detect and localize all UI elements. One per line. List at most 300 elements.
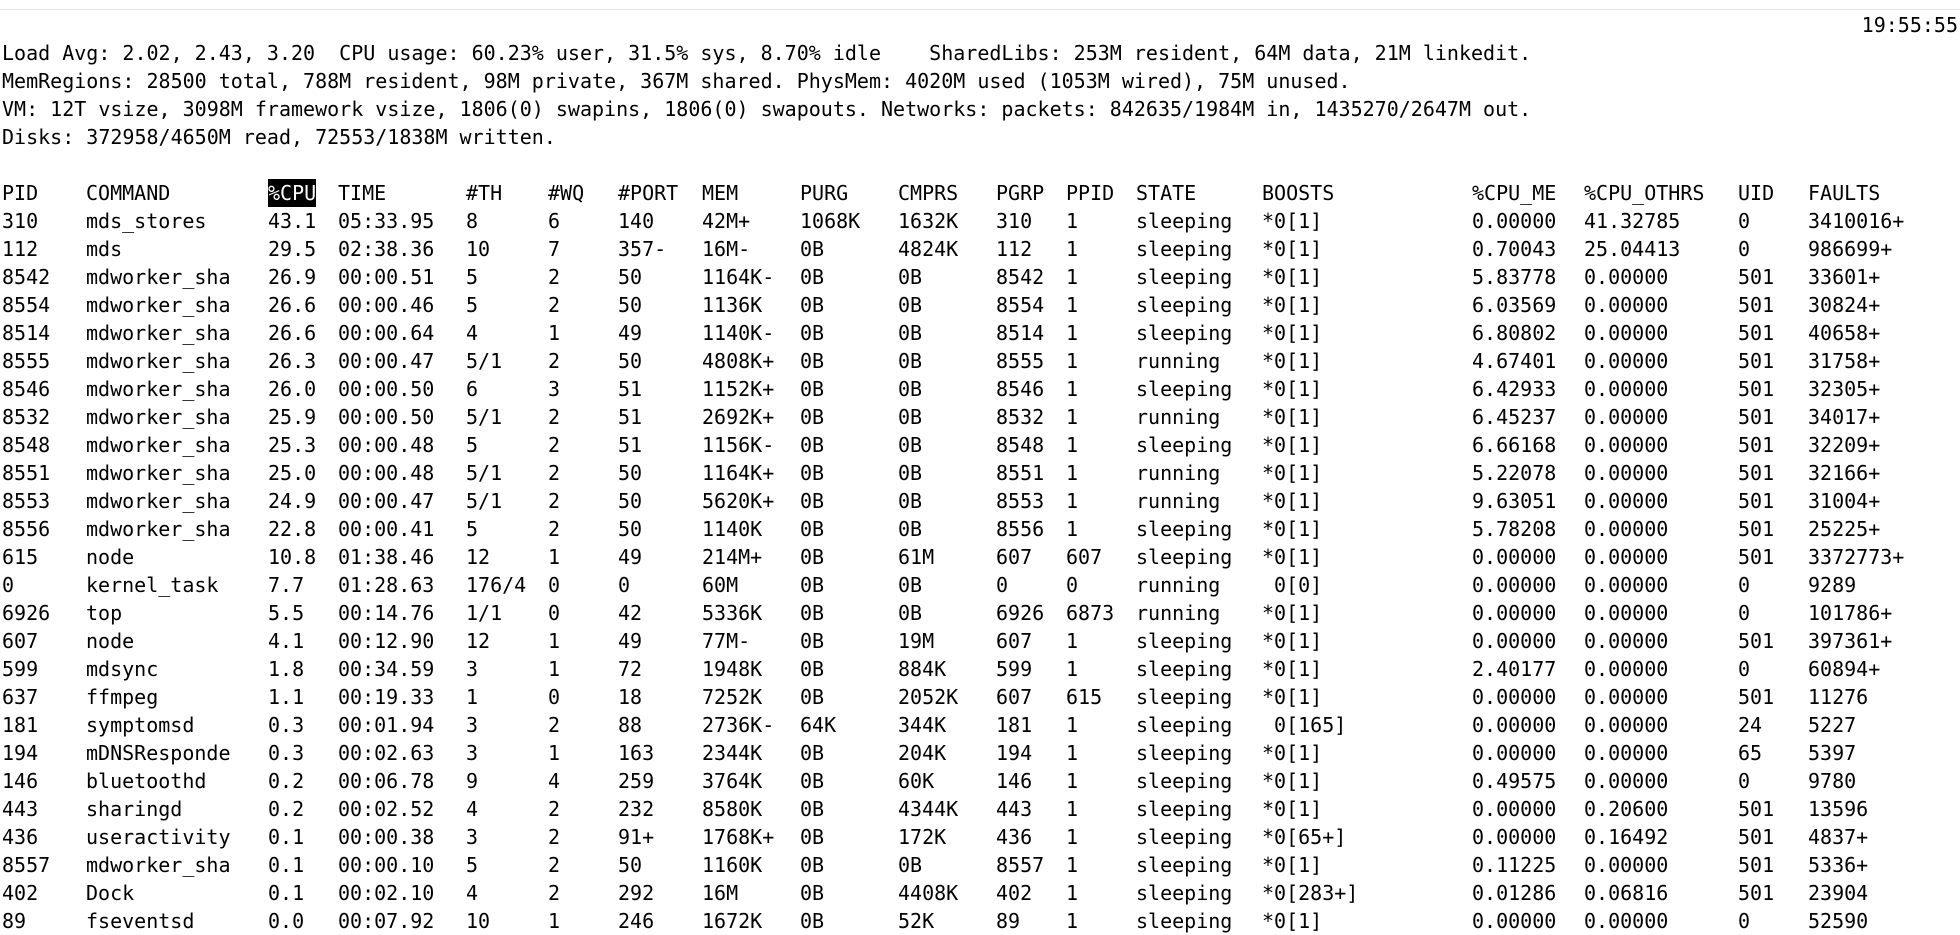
cell-time: 00:00.41	[338, 517, 435, 541]
cell-workqueue: 0	[548, 601, 561, 625]
cell-cpu-me: 0.11225	[1472, 853, 1557, 877]
cell-pgrp: 8553	[996, 489, 1045, 513]
cell-mem: 1152K+	[702, 377, 775, 401]
cell-cpu-others: 0.00000	[1584, 657, 1669, 681]
cell-purg: 0B	[800, 545, 825, 569]
cell-time: 00:01.94	[338, 713, 435, 737]
cell-workqueue: 1	[548, 321, 561, 345]
cell-uid: 501	[1738, 517, 1775, 541]
cell-mem: 1156K-	[702, 433, 775, 457]
cell-time: 01:38.46	[338, 545, 435, 569]
cell-command: useractivity	[86, 825, 231, 849]
cell-pgrp: 8548	[996, 433, 1045, 457]
cell-cpu: 0.3	[268, 741, 305, 765]
cell-ports: 50	[618, 461, 643, 485]
cell-pid: 310	[2, 209, 39, 233]
cell-faults: 32166+	[1808, 461, 1881, 485]
cell-faults: 3372773+	[1808, 545, 1905, 569]
cell-pgrp: 194	[996, 741, 1033, 765]
cell-cpu: 26.6	[268, 293, 317, 317]
cell-purg: 0B	[800, 881, 825, 905]
cell-time: 00:00.48	[338, 461, 435, 485]
cell-cpu-others: 0.00000	[1584, 489, 1669, 513]
cell-cpu-others: 0.00000	[1584, 461, 1669, 485]
cell-faults: 397361+	[1808, 629, 1893, 653]
header-pid: PID	[2, 181, 39, 205]
cell-threads: 5	[466, 293, 479, 317]
cell-cpu-me: 0.00000	[1472, 909, 1557, 933]
cell-cpu-others: 0.00000	[1584, 909, 1669, 933]
cell-time: 00:19.33	[338, 685, 435, 709]
cell-boosts: *0[1]	[1262, 685, 1323, 709]
cell-pid: 89	[2, 909, 27, 933]
cell-pid: 146	[2, 769, 39, 793]
cell-uid: 501	[1738, 629, 1775, 653]
cell-threads: 12	[466, 545, 491, 569]
process-row	[2, 655, 1958, 683]
cell-ppid: 1	[1066, 349, 1079, 373]
cell-command: mdworker_sha	[86, 433, 231, 457]
cell-threads: 8	[466, 209, 479, 233]
cell-time: 05:33.95	[338, 209, 435, 233]
cell-faults: 13596	[1808, 797, 1869, 821]
cell-state: running	[1136, 461, 1221, 485]
cell-cpu-others: 0.00000	[1584, 545, 1669, 569]
cell-pid: 637	[2, 685, 39, 709]
cell-state: sleeping	[1136, 769, 1233, 793]
cell-boosts: *0[1]	[1262, 405, 1323, 429]
cell-uid: 501	[1738, 853, 1775, 877]
cell-cpu-others: 0.00000	[1584, 601, 1669, 625]
cell-purg: 0B	[800, 825, 825, 849]
cell-cpu: 26.9	[268, 265, 317, 289]
cell-uid: 0	[1738, 601, 1751, 625]
cell-ppid: 1	[1066, 433, 1079, 457]
cell-workqueue: 2	[548, 517, 561, 541]
cell-command: mdworker_sha	[86, 405, 231, 429]
cell-threads: 3	[466, 657, 479, 681]
cell-cpu-me: 9.63051	[1472, 489, 1557, 513]
cell-cpu-others: 0.00000	[1584, 517, 1669, 541]
cell-cmprs: 884K	[898, 657, 947, 681]
process-row	[2, 571, 1958, 599]
cell-ppid: 1	[1066, 265, 1079, 289]
cell-faults: 31004+	[1808, 489, 1881, 513]
process-row	[2, 739, 1958, 767]
cell-state: sleeping	[1136, 433, 1233, 457]
cell-pid: 8555	[2, 349, 51, 373]
cell-cpu: 5.5	[268, 601, 305, 625]
cell-command: mdworker_sha	[86, 265, 231, 289]
header-faults: FAULTS	[1808, 181, 1881, 205]
cell-workqueue: 2	[548, 881, 561, 905]
cell-command: mdworker_sha	[86, 321, 231, 345]
cell-cpu: 26.6	[268, 321, 317, 345]
cell-faults: 986699+	[1808, 237, 1893, 261]
cell-cpu: 26.0	[268, 377, 317, 401]
cell-cpu-others: 0.00000	[1584, 265, 1669, 289]
cell-boosts: *0[1]	[1262, 741, 1323, 765]
cell-pid: 615	[2, 545, 39, 569]
cell-faults: 9289	[1808, 573, 1857, 597]
cell-cpu-me: 6.42933	[1472, 377, 1557, 401]
cell-pid: 402	[2, 881, 39, 905]
cell-mem: 1164K+	[702, 461, 775, 485]
cell-command: mdworker_sha	[86, 377, 231, 401]
cell-cmprs: 2052K	[898, 685, 959, 709]
cell-cpu-others: 0.00000	[1584, 769, 1669, 793]
cell-cpu-me: 0.01286	[1472, 881, 1557, 905]
header-state: STATE	[1136, 181, 1197, 205]
cell-workqueue: 1	[548, 909, 561, 933]
cell-boosts: *0[1]	[1262, 209, 1323, 233]
header-cpu-me: %CPU_ME	[1472, 181, 1557, 205]
cell-uid: 501	[1738, 405, 1775, 429]
cell-time: 00:00.50	[338, 377, 435, 401]
cell-cpu-others: 0.06816	[1584, 881, 1669, 905]
cell-pid: 8551	[2, 461, 51, 485]
cell-pid: 8557	[2, 853, 51, 877]
cell-time: 00:14.76	[338, 601, 435, 625]
cell-time: 01:28.63	[338, 573, 435, 597]
cell-purg: 0B	[800, 853, 825, 877]
header-uid: UID	[1738, 181, 1775, 205]
cell-cpu-others: 0.00000	[1584, 713, 1669, 737]
cell-mem: 1140K-	[702, 321, 775, 345]
cell-state: running	[1136, 405, 1221, 429]
cell-pgrp: 607	[996, 545, 1033, 569]
cell-uid: 501	[1738, 489, 1775, 513]
cell-pgrp: 8546	[996, 377, 1045, 401]
cell-state: sleeping	[1136, 825, 1233, 849]
cell-ports: 357-	[618, 237, 667, 261]
cell-boosts: *0[1]	[1262, 433, 1323, 457]
terminal-output[interactable]	[2, 11, 1958, 935]
cell-cmprs: 0B	[898, 405, 923, 429]
cell-cpu: 0.1	[268, 825, 305, 849]
cell-cpu-me: 4.67401	[1472, 349, 1557, 373]
cell-faults: 3410016+	[1808, 209, 1905, 233]
header-mem: MEM	[702, 181, 739, 205]
process-row	[2, 459, 1958, 487]
cell-time: 00:02.10	[338, 881, 435, 905]
cell-cmprs: 52K	[898, 909, 935, 933]
cell-threads: 5/1	[466, 461, 503, 485]
cell-command: bluetoothd	[86, 769, 207, 793]
cell-state: sleeping	[1136, 713, 1233, 737]
header-cpu-sorted: %CPU	[268, 181, 317, 205]
cell-threads: 10	[466, 237, 491, 261]
summary-disks-line: Disks: 372958/4650M read, 72553/1838M written.	[2, 125, 556, 149]
cell-cpu-me: 6.66168	[1472, 433, 1557, 457]
cell-cpu-me: 0.00000	[1472, 685, 1557, 709]
cell-cpu: 0.0	[268, 909, 305, 933]
cell-ppid: 1	[1066, 321, 1079, 345]
cell-threads: 176/4	[466, 573, 527, 597]
cell-cmprs: 0B	[898, 517, 923, 541]
cell-faults: 33601+	[1808, 265, 1881, 289]
cell-faults: 9780	[1808, 769, 1857, 793]
cell-ppid: 615	[1066, 685, 1103, 709]
cell-ports: 51	[618, 433, 643, 457]
cell-state: running	[1136, 601, 1221, 625]
cell-ports: 88	[618, 713, 643, 737]
cell-boosts: *0[1]	[1262, 321, 1323, 345]
cell-workqueue: 1	[548, 657, 561, 681]
cell-cmprs: 0B	[898, 853, 923, 877]
cell-uid: 501	[1738, 293, 1775, 317]
cell-faults: 30824+	[1808, 293, 1881, 317]
cell-faults: 5336+	[1808, 853, 1869, 877]
cell-boosts: *0[1]	[1262, 461, 1323, 485]
cell-threads: 5/1	[466, 489, 503, 513]
cell-command: mdsync	[86, 657, 159, 681]
cell-threads: 5	[466, 265, 479, 289]
header-boosts: BOOSTS	[1262, 181, 1335, 205]
cell-time: 00:00.46	[338, 293, 435, 317]
cell-ppid: 1	[1066, 825, 1079, 849]
process-row	[2, 627, 1958, 655]
cell-threads: 4	[466, 881, 479, 905]
process-row	[2, 543, 1958, 571]
cell-purg: 0B	[800, 909, 825, 933]
cell-uid: 24	[1738, 713, 1763, 737]
cell-cpu: 0.2	[268, 797, 305, 821]
cell-command: node	[86, 545, 135, 569]
cell-pid: 8554	[2, 293, 51, 317]
cell-ports: 246	[618, 909, 655, 933]
cell-time: 00:00.10	[338, 853, 435, 877]
cell-ppid: 1	[1066, 881, 1079, 905]
cell-pgrp: 8542	[996, 265, 1045, 289]
cell-state: sleeping	[1136, 657, 1233, 681]
cell-ports: 49	[618, 629, 643, 653]
cell-ports: 51	[618, 405, 643, 429]
cell-mem: 2692K+	[702, 405, 775, 429]
cell-boosts: *0[1]	[1262, 265, 1323, 289]
cell-workqueue: 3	[548, 377, 561, 401]
cell-ppid: 1	[1066, 657, 1079, 681]
cell-workqueue: 2	[548, 349, 561, 373]
header-purg: PURG	[800, 181, 849, 205]
cell-workqueue: 0	[548, 573, 561, 597]
cell-boosts: *0[1]	[1262, 517, 1323, 541]
process-row	[2, 403, 1958, 431]
cell-purg: 0B	[800, 237, 825, 261]
cell-uid: 501	[1738, 685, 1775, 709]
cell-uid: 0	[1738, 237, 1751, 261]
cell-mem: 5620K+	[702, 489, 775, 513]
cell-mem: 1140K	[702, 517, 763, 541]
summary-load-line: Load Avg: 2.02, 2.43, 3.20 CPU usage: 60.23% user, 31.5% sys, 8.70% idle SharedLibs: 253M resident, 64M data, 21M linkedit.	[2, 41, 1532, 65]
cell-cpu-others: 0.00000	[1584, 853, 1669, 877]
cell-workqueue: 6	[548, 209, 561, 233]
cell-purg: 0B	[800, 685, 825, 709]
cell-uid: 0	[1738, 573, 1751, 597]
cell-pgrp: 607	[996, 685, 1033, 709]
cell-boosts: *0[1]	[1262, 797, 1323, 821]
cell-cmprs: 0B	[898, 433, 923, 457]
cell-pid: 8546	[2, 377, 51, 401]
cell-state: sleeping	[1136, 321, 1233, 345]
cell-cpu-others: 0.00000	[1584, 573, 1669, 597]
cell-state: running	[1136, 573, 1221, 597]
process-table-header	[2, 179, 1958, 207]
header-threads: #TH	[466, 181, 503, 205]
cell-uid: 501	[1738, 265, 1775, 289]
cell-command: ffmpeg	[86, 685, 159, 709]
cell-purg: 0B	[800, 741, 825, 765]
cell-faults: 23904	[1808, 881, 1869, 905]
cell-cpu-me: 0.00000	[1472, 601, 1557, 625]
cell-uid: 501	[1738, 461, 1775, 485]
window-top-edge	[0, 0, 1960, 10]
cell-pid: 8553	[2, 489, 51, 513]
cell-command: symptomsd	[86, 713, 195, 737]
cell-pgrp: 8532	[996, 405, 1045, 429]
cell-boosts: *0[1]	[1262, 629, 1323, 653]
cell-cmprs: 61M	[898, 545, 935, 569]
cell-ports: 51	[618, 377, 643, 401]
cell-command: mdworker_sha	[86, 517, 231, 541]
process-row	[2, 263, 1958, 291]
cell-purg: 0B	[800, 797, 825, 821]
cell-time: 00:00.38	[338, 825, 435, 849]
process-row	[2, 795, 1958, 823]
cell-pid: 8556	[2, 517, 51, 541]
cell-pgrp: 8556	[996, 517, 1045, 541]
cell-cmprs: 0B	[898, 293, 923, 317]
cell-pgrp: 0	[996, 573, 1009, 597]
cell-workqueue: 2	[548, 853, 561, 877]
cell-pid: 194	[2, 741, 39, 765]
cell-ppid: 1	[1066, 405, 1079, 429]
summary-memregions-line: MemRegions: 28500 total, 788M resident, 98M private, 367M shared. PhysMem: 4020M used (1053M wired), 75M unused.	[2, 69, 1351, 93]
cell-boosts: *0[1]	[1262, 657, 1323, 681]
cell-ppid: 1	[1066, 629, 1079, 653]
cell-ports: 50	[618, 489, 643, 513]
cell-cpu-me: 0.00000	[1472, 545, 1557, 569]
cell-command: mdworker_sha	[86, 349, 231, 373]
cell-cpu-me: 0.00000	[1472, 825, 1557, 849]
cell-pgrp: 146	[996, 769, 1033, 793]
cell-cpu: 26.3	[268, 349, 317, 373]
clock: 19:55:55	[1861, 13, 1958, 37]
cell-cpu-others: 0.00000	[1584, 741, 1669, 765]
process-row	[2, 487, 1958, 515]
cell-ports: 259	[618, 769, 655, 793]
cell-ports: 91+	[618, 825, 655, 849]
cell-cpu: 43.1	[268, 209, 317, 233]
cell-purg: 0B	[800, 433, 825, 457]
cell-threads: 4	[466, 321, 479, 345]
header-command: COMMAND	[86, 181, 171, 205]
cell-threads: 10	[466, 909, 491, 933]
cell-cpu-others: 0.00000	[1584, 349, 1669, 373]
cell-boosts: *0[1]	[1262, 545, 1323, 569]
header-ppid: PPID	[1066, 181, 1115, 205]
cell-purg: 64K	[800, 713, 837, 737]
cell-mem: 214M+	[702, 545, 763, 569]
cell-time: 00:02.63	[338, 741, 435, 765]
cell-ports: 232	[618, 797, 655, 821]
cell-boosts: *0[65+]	[1262, 825, 1347, 849]
cell-cpu: 25.9	[268, 405, 317, 429]
cell-cpu: 1.8	[268, 657, 305, 681]
cell-command: Dock	[86, 881, 135, 905]
cell-cpu: 4.1	[268, 629, 305, 653]
cell-workqueue: 2	[548, 713, 561, 737]
cell-cpu-others: 0.16492	[1584, 825, 1669, 849]
cell-time: 00:00.47	[338, 349, 435, 373]
cell-cpu-me: 0.00000	[1472, 797, 1557, 821]
cell-pgrp: 599	[996, 657, 1033, 681]
cell-ppid: 1	[1066, 237, 1079, 261]
cell-threads: 1	[466, 685, 479, 709]
cell-time: 00:07.92	[338, 909, 435, 933]
cell-workqueue: 7	[548, 237, 561, 261]
header-workqueue: #WQ	[548, 181, 585, 205]
cell-ppid: 1	[1066, 377, 1079, 401]
cell-purg: 0B	[800, 293, 825, 317]
cell-purg: 0B	[800, 461, 825, 485]
cell-state: sleeping	[1136, 545, 1233, 569]
process-row	[2, 823, 1958, 851]
cell-time: 00:00.47	[338, 489, 435, 513]
cell-cpu-others: 0.00000	[1584, 685, 1669, 709]
cell-pid: 8542	[2, 265, 51, 289]
cell-time: 00:00.48	[338, 433, 435, 457]
cell-boosts: 0[165]	[1262, 713, 1347, 737]
cell-uid: 65	[1738, 741, 1763, 765]
cell-ports: 140	[618, 209, 655, 233]
cell-mem: 60M	[702, 573, 739, 597]
cell-cpu: 7.7	[268, 573, 305, 597]
cell-pgrp: 181	[996, 713, 1033, 737]
process-row	[2, 851, 1958, 879]
cell-cpu-me: 0.00000	[1472, 741, 1557, 765]
cell-faults: 60894+	[1808, 657, 1881, 681]
cell-pgrp: 8551	[996, 461, 1045, 485]
cell-cmprs: 344K	[898, 713, 947, 737]
cell-boosts: *0[283+]	[1262, 881, 1359, 905]
cell-uid: 501	[1738, 881, 1775, 905]
cell-mem: 1768K+	[702, 825, 775, 849]
cell-threads: 3	[466, 741, 479, 765]
cell-cpu-me: 5.83778	[1472, 265, 1557, 289]
cell-pid: 8548	[2, 433, 51, 457]
cell-uid: 501	[1738, 825, 1775, 849]
cell-command: mdworker_sha	[86, 853, 231, 877]
cell-faults: 32209+	[1808, 433, 1881, 457]
cell-ppid: 1	[1066, 461, 1079, 485]
cell-state: running	[1136, 489, 1221, 513]
process-row	[2, 207, 1958, 235]
cell-pid: 112	[2, 237, 39, 261]
cell-mem: 1164K-	[702, 265, 775, 289]
cell-pid: 436	[2, 825, 39, 849]
cell-command: mdworker_sha	[86, 461, 231, 485]
process-row	[2, 599, 1958, 627]
cell-cpu: 29.5	[268, 237, 317, 261]
cell-time: 00:12.90	[338, 629, 435, 653]
cell-command: mDNSResponde	[86, 741, 231, 765]
cell-command: kernel_task	[86, 573, 219, 597]
cell-ports: 292	[618, 881, 655, 905]
cell-state: sleeping	[1136, 517, 1233, 541]
cell-mem: 1160K	[702, 853, 763, 877]
cell-mem: 16M-	[702, 237, 751, 261]
